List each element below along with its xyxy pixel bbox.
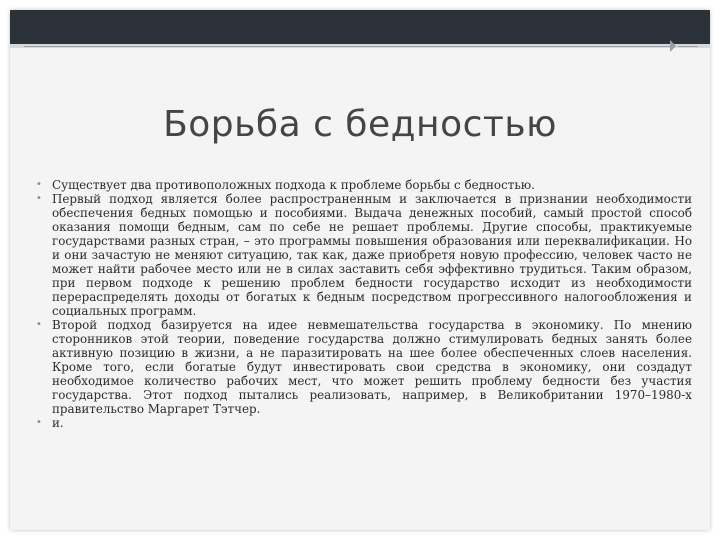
bullet-text: и. [52, 416, 64, 430]
bullet-item [36, 192, 692, 318]
bullet-item [36, 318, 692, 416]
bullet-item [36, 178, 692, 192]
header-band [10, 10, 710, 44]
bullet-icon: • [36, 319, 42, 330]
bullet-icon: • [36, 417, 42, 428]
bullet-list [36, 178, 692, 430]
bullet-icon: • [36, 193, 42, 204]
bullet-text: Существует два противоположных подхода к проблеме борьбы с бедностью. [52, 178, 535, 192]
bullet-text: Первый подход является более распространенным и заключается в признании необходимости обеспечения бедных помощью и пособиями. Выдача денежных пособий, самый простой способ оказания помощи бедным, сам по себе не решает проблемы. Другие способы, практикуемые государствами разных стран, – это программы повышения образования или переквалификации. Но и они зачастую не меняют ситуацию, так как, даже приобретя новую профессию, человек часто не может найти рабочее место или не в силах заставить себя эффективно трудиться. Таким образом, при первом подходе к решению проблем бедности государство исходит из необходимости перераспределять доходы от богатых к бедным посредством прогрессивного налогообложения и социальных программ. [52, 192, 692, 318]
bullet-item [36, 416, 692, 430]
bullet-text: Второй подход базируется на идее невмешательства государства в экономику. По мнению сторонников этой теории, поведение государства должно стимулировать бедных занять более активную позицию в жизни, а не паразитировать на шее более обеспеченных слоев населения. Кроме того, если богатые будут инвестировать свои средства в экономику, они создадут необходимое количество рабочих мест, что может решить проблему бедности без участия государства. Этот подход пытались реализовать, например, в Великобритании 1970–1980-х правительство Маргарет Тэтчер. [52, 318, 692, 416]
header-rule-left [24, 46, 672, 47]
header-marker-icon [670, 40, 676, 52]
slide-title: Борьба с бедностью [163, 104, 557, 145]
bullet-icon: • [36, 179, 42, 190]
header-rule-right [678, 46, 698, 47]
